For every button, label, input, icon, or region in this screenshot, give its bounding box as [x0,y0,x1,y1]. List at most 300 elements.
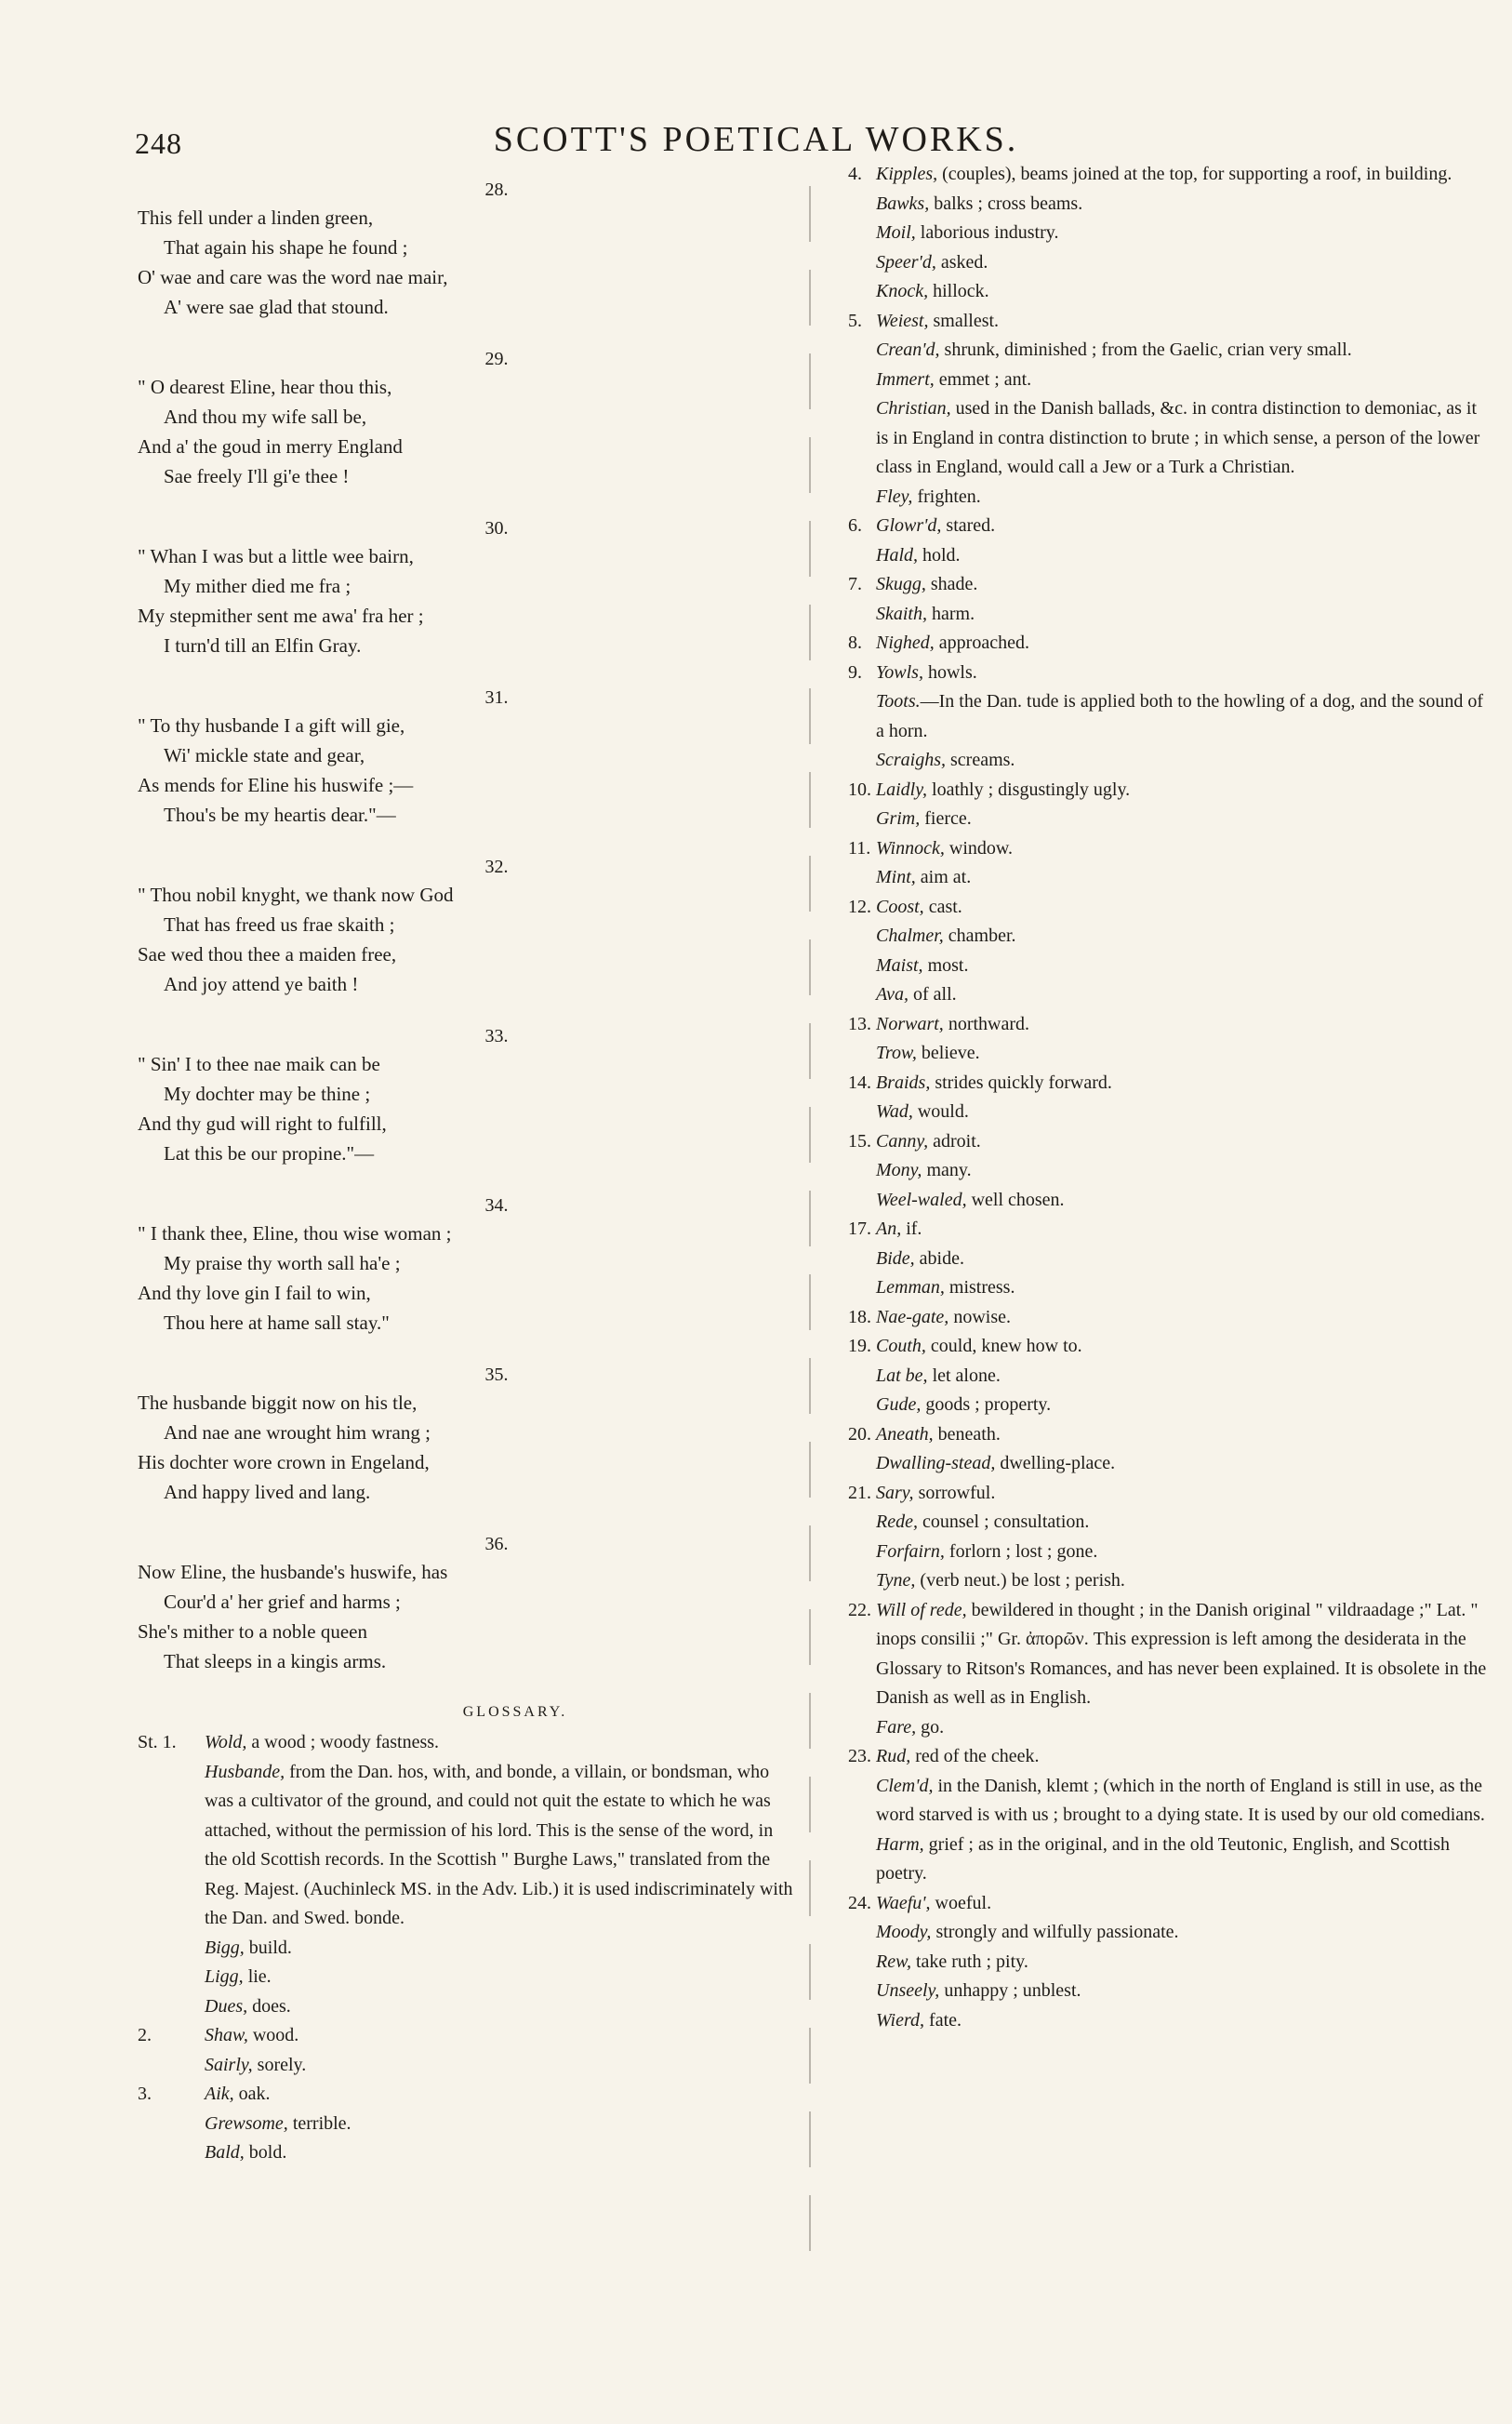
glossary-entry [848,541,1490,571]
entry-body [205,1728,800,1758]
glossary-term: Sary, [876,1482,914,1503]
entry-body [876,1303,1490,1333]
verse-line: Lat this be our propine."— [164,1142,375,1165]
entry-body [205,2021,800,2051]
entry-body [876,1039,1490,1069]
glossary-definition: lie. [243,1966,272,1987]
entry-body [876,600,1490,630]
glossary-definition: well chosen. [966,1189,1065,1210]
glossary-definition: most. [922,954,969,976]
glossary-term: Christian, [876,398,951,419]
glossary-term: Toots. [876,691,921,712]
glossary-entry [138,2080,800,2110]
verse-line: As mends for Eline his huswife ;— [138,774,414,796]
glossary-definition: grief ; as in the original, and in the old Teutonic, English, and Scottish poetry. [876,1833,1451,1884]
glossary-term: Grim, [876,808,921,829]
right-column [848,160,1490,2035]
entry-body [876,893,1490,923]
glossary-term: Nighed, [876,633,935,653]
entry-number [848,483,876,513]
verse-line: And a' the goud in merry England [138,435,403,458]
glossary-entry [848,1362,1490,1392]
glossary-entry [848,746,1490,776]
entry-body [876,1186,1490,1216]
entry-number: St. 1. [138,1732,177,1752]
entry-body [876,629,1490,659]
ballad-stanzas [138,177,800,1676]
glossary-entry [848,248,1490,278]
verse-line: My stepmither sent me awa' fra her ; [138,605,424,627]
entry-body [876,1713,1490,1743]
glossary-entry [138,2138,800,2168]
entry-body [876,1566,1490,1596]
entry-body [876,1420,1490,1450]
entry-number [138,1758,205,1934]
entry-number [848,248,876,278]
stanza-number: 35. [484,1365,509,1385]
entry-body [876,1831,1490,1889]
entry-number [848,1098,876,1127]
stanza-number: 34. [484,1195,509,1216]
glossary-definition: a wood ; woody fastness. [246,1732,440,1752]
entry-body [876,512,1490,541]
glossary-term: Grewsome, [205,2112,288,2134]
entry-number: 12. [848,896,871,917]
verse-line: And thy love gin I fail to win, [138,1282,371,1304]
glossary-entry [848,366,1490,395]
glossary-entry [138,2110,800,2139]
entry-number: 5. [848,310,862,331]
glossary-definition: emmet ; ant. [934,368,1032,390]
glossary-definition: does. [247,1995,291,2017]
glossary-term: Bawks, [876,193,930,214]
glossary-definition: —In the Dan. tude is applied both to the howling of a dog, and the sound of a horn. [876,691,1484,741]
verse-line: " Sin' I to thee nae maik can be [138,1053,380,1075]
entry-number [848,922,876,952]
glossary-term: Bigg, [205,1937,245,1958]
entry-body [876,1127,1490,1157]
entry-number: 14. [848,1072,871,1093]
glossary-entry [848,1039,1490,1069]
glossary-entry [848,629,1490,659]
verse-line: " I thank thee, Eline, thou wise woman ; [138,1222,452,1245]
glossary-definition: mistress. [944,1277,1015,1298]
entry-body [876,687,1490,746]
glossary-definition: woeful. [930,1892,992,1913]
entry-body [876,659,1490,688]
stanza-number: 32. [484,857,509,877]
glossary-term: Rede, [876,1512,918,1532]
glossary-entry [848,922,1490,952]
entry-number: 19. [848,1336,871,1356]
glossary-entry [848,219,1490,248]
glossary-definition: many. [922,1160,972,1180]
glossary-term: Will of rede, [876,1599,967,1620]
entry-body [205,2051,800,2081]
entry-number: 15. [848,1130,871,1152]
entry-number: 8. [848,633,862,653]
entry-number [848,600,876,630]
entry-number [848,1918,876,1948]
glossary-definition: build. [244,1937,292,1958]
glossary-term: Crean'd, [876,340,940,360]
glossary-definition: balks ; cross beams. [929,193,1083,214]
glossary-entry [848,1948,1490,1978]
glossary-entry [848,483,1490,513]
glossary-entry [848,834,1490,864]
glossary-entry [848,277,1490,307]
glossary-entry [848,1449,1490,1479]
entry-number: 10. [848,779,871,800]
entry-body [876,336,1490,366]
entry-body [876,1362,1490,1392]
entry-number: 22. [848,1599,871,1620]
entry-body [876,746,1490,776]
glossary-definition: screams. [946,750,1015,770]
glossary-definition: sorely. [252,2054,307,2075]
entry-body [876,2006,1490,2036]
glossary-term: Dues, [205,1995,248,2017]
glossary-definition: window. [944,837,1014,859]
entry-number [848,1538,876,1567]
glossary-term: Moody, [876,1922,932,1942]
glossary-definition: northward. [943,1013,1030,1034]
glossary-entry [848,687,1490,746]
verse-line: My mither died me fra ; [164,575,351,597]
glossary-definition: stared. [941,515,996,536]
glossary-term: An, [876,1219,902,1239]
entry-body [876,1948,1490,1978]
verse-line: " Thou nobil knyght, we thank now God [138,884,454,906]
glossary-definition: if. [901,1219,922,1239]
glossary-entry [848,1742,1490,1772]
glossary-term: Kipples, [876,164,938,184]
glossary-definition: smallest. [928,310,1000,331]
glossary-term: Glowr'd, [876,515,942,536]
glossary-term: Wad, [876,1101,913,1122]
entry-body [876,863,1490,893]
glossary-entry [848,776,1490,806]
column-divider [809,186,811,2260]
glossary-entry [848,600,1490,630]
glossary-term: Scraighs, [876,750,946,770]
glossary-left [138,1728,800,2168]
stanza-number: 29. [484,349,509,369]
verse-line: Sae wed thou thee a maiden free, [138,943,397,966]
entry-body [876,394,1490,483]
entry-number [848,1273,876,1303]
glossary-entry [848,512,1490,541]
glossary-entry [848,1889,1490,1919]
running-title: SCOTT'S POETICAL WORKS. [493,120,1019,159]
stanza-number: 33. [484,1026,509,1046]
entry-number: 18. [848,1306,871,1327]
glossary-definition: dwelling-place. [995,1453,1116,1473]
glossary-entry [848,1273,1490,1303]
entry-body [876,483,1490,513]
glossary-definition: red of the cheek. [910,1746,1040,1766]
glossary-entry [848,1215,1490,1245]
glossary-definition: beneath. [933,1423,1001,1445]
glossary-term: Dwalling-stead, [876,1453,996,1473]
glossary-term: Chalmer, [876,926,944,946]
glossary-entry [848,1420,1490,1450]
glossary-entry [848,1713,1490,1743]
entry-number [848,190,876,220]
entry-body [876,307,1490,337]
glossary-term: Knock, [876,281,929,301]
verse-line: O' wae and care was the word nae mair, [138,266,448,288]
glossary-entry [848,160,1490,190]
entry-body [205,1934,800,1964]
glossary-definition: used in the Danish ballads, &c. in contra distinction to demoniac, as it is in England in contra distinction to brute ; in which sense, a person of the lower class in England, would call a Jew or a Turk a Christian. [876,398,1480,477]
glossary-term: Aik, [205,2084,234,2104]
glossary-term: Ligg, [205,1966,244,1987]
verse-line: And thou my wife sall be, [164,406,367,428]
glossary-entry [848,1918,1490,1948]
entry-body [876,1332,1490,1362]
glossary-definition: cast. [923,896,962,917]
glossary-definition: bold. [244,2142,287,2163]
glossary-term: Trow, [876,1043,917,1063]
glossary-definition: oak. [233,2084,271,2104]
entry-body [876,1479,1490,1509]
glossary-term: Skaith, [876,603,927,624]
glossary-definition: frighten. [912,486,981,507]
glossary-entry [848,1010,1490,1040]
glossary-term: Lemman, [876,1277,945,1298]
entry-body [876,219,1490,248]
glossary-term: Unseely, [876,1980,940,2001]
glossary-definition: strides quickly forward. [930,1072,1112,1093]
entry-number: 9. [848,661,862,683]
glossary-definition: counsel ; consultation. [917,1512,1090,1532]
verse-line: " O dearest Eline, hear thou this, [138,376,392,398]
entry-body [876,1273,1490,1303]
entry-number [848,1831,876,1889]
entry-body [876,805,1490,834]
entry-body [205,1963,800,1992]
glossary-definition: believe. [916,1043,980,1063]
glossary-definition: loathly ; disgustingly ugly. [927,779,1131,800]
glossary-term: Norwart, [876,1013,944,1034]
glossary-term: Mony, [876,1160,922,1180]
glossary-term: Weiest, [876,310,929,331]
glossary-entry [848,1186,1490,1216]
entry-number [848,1245,876,1274]
entry-body [876,1918,1490,1948]
glossary-term: Wierd, [876,2009,925,2031]
entry-number [848,1449,876,1479]
glossary-term: Braids, [876,1072,931,1093]
glossary-term: Rud, [876,1746,911,1766]
entry-number: 23. [848,1746,871,1766]
entry-number: 7. [848,574,862,594]
glossary-definition: goods ; property. [921,1394,1052,1415]
glossary-definition: fate. [924,2009,962,2031]
glossary-definition: wood. [247,2025,299,2045]
entry-number [848,336,876,366]
glossary-entry [138,2021,800,2051]
glossary-entry [848,1508,1490,1538]
glossary-entry [848,307,1490,337]
glossary-definition: unhappy ; unblest. [939,1980,1081,2001]
glossary-term: Ava, [876,984,909,1005]
verse-line: I turn'd till an Elfin Gray. [164,634,362,657]
glossary-definition: hold. [918,544,961,566]
glossary-entry [848,1127,1490,1157]
entry-body [876,952,1490,981]
entry-body [876,1742,1490,1772]
entry-body [205,1758,800,1934]
glossary-term: Shaw, [205,2025,248,2045]
entry-body [876,980,1490,1010]
glossary-definition: go. [916,1716,945,1738]
entry-number [848,2006,876,2036]
glossary-term: Skugg, [876,574,926,594]
glossary-right [848,160,1490,2035]
glossary-entry [848,1772,1490,1831]
glossary-term: Clem'd, [876,1775,934,1796]
verse-line: That again his shape he found ; [164,236,408,259]
glossary-entry [848,1245,1490,1274]
entry-number [848,1156,876,1186]
entry-body [876,366,1490,395]
entry-number [848,1039,876,1069]
glossary-definition: harm. [927,603,975,624]
stanza-number: 31. [484,687,509,708]
entry-number [848,746,876,776]
verse-line: Thou here at hame sall stay." [164,1312,390,1334]
entry-number [848,863,876,893]
stanza [138,346,800,491]
entry-number: 4. [848,164,862,184]
glossary-entry [848,2006,1490,2036]
glossary-definition: forlorn ; lost ; gone. [944,1540,1098,1562]
entry-body [876,1098,1490,1127]
glossary-definition: chamber. [943,926,1016,946]
glossary-entry [138,1758,800,1934]
glossary-term: Husbande, [205,1761,285,1782]
entry-body [876,1977,1490,2006]
verse-line: And nae ane wrought him wrang ; [164,1421,431,1444]
left-column [138,177,800,2168]
glossary-entry [848,1098,1490,1127]
entry-number [848,1362,876,1392]
entry-body [205,2080,800,2110]
glossary-term: Fare, [876,1716,917,1738]
entry-body [876,1889,1490,1919]
glossary-definition: terrible. [287,2112,351,2134]
entry-body [876,776,1490,806]
glossary-term: Wold, [205,1732,247,1752]
glossary-definition: asked. [935,251,988,273]
verse-line: And happy lived and lang. [164,1481,371,1503]
glossary-term: Gude, [876,1394,922,1415]
entry-number [138,1992,205,2022]
entry-body [876,190,1490,220]
glossary-entry [138,1992,800,2022]
glossary-term: Bald, [205,2142,245,2163]
entry-number [848,219,876,248]
glossary-definition: hillock. [928,281,989,301]
verse-line: This fell under a linden green, [138,206,374,229]
verse-line: My praise thy worth sall ha'e ; [164,1252,401,1274]
stanza [138,685,800,830]
entry-number [848,952,876,981]
glossary-definition: abide. [914,1247,964,1269]
glossary-entry [848,190,1490,220]
entry-number [848,366,876,395]
glossary-entry [848,1479,1490,1509]
verse-line: Thou's be my heartis dear."— [164,804,396,826]
entry-number: 20. [848,1423,871,1445]
entry-number [138,1934,205,1964]
glossary-entry [848,1156,1490,1186]
entry-number: 21. [848,1482,871,1503]
entry-body [205,2138,800,2168]
glossary-definition: shrunk, diminished ; from the Gaelic, crian very small. [939,340,1352,360]
glossary-heading: GLOSSARY. [462,1704,568,1720]
glossary-term: Hald, [876,544,918,566]
verse-line: That has freed us frae skaith ; [164,913,395,936]
entry-body [876,277,1490,307]
glossary-entry [848,952,1490,981]
entry-number [848,1186,876,1216]
entry-number: 24. [848,1892,871,1913]
glossary-term: Aneath, [876,1423,934,1445]
entry-body [876,1391,1490,1420]
glossary-definition: (couples), beams joined at the top, for supporting a roof, in building. [937,164,1452,184]
stanza-number: 30. [484,518,509,539]
glossary-term: Bide, [876,1247,915,1269]
verse-line: The husbande biggit now on his tle, [138,1392,418,1414]
verse-line: She's mither to a noble queen [138,1620,367,1643]
entry-number [848,980,876,1010]
entry-number [848,394,876,483]
stanza [138,1531,800,1676]
glossary-entry [848,863,1490,893]
glossary-entry [848,1303,1490,1333]
glossary-term: Couth, [876,1336,926,1356]
glossary-definition: let alone. [927,1365,1001,1386]
entry-number [848,1948,876,1978]
glossary-term: Moil, [876,222,916,243]
glossary-term: Winnock, [876,837,945,859]
verse-line: His dochter wore crown in Engeland, [138,1451,430,1473]
glossary-term: Speer'd, [876,251,936,273]
stanza-number: 28. [484,180,509,200]
entry-body [876,160,1490,190]
entry-body [876,834,1490,864]
glossary-term: Forfairn, [876,1540,945,1562]
entry-body [876,922,1490,952]
entry-body [876,1069,1490,1099]
entry-body [876,1215,1490,1245]
stanza [138,854,800,999]
verse-line: Cour'd a' her grief and harms ; [164,1591,401,1613]
entry-number [848,1508,876,1538]
entry-number: 13. [848,1013,871,1034]
glossary-definition: laborious industry. [915,222,1059,243]
entry-number [848,1566,876,1596]
entry-body [876,1449,1490,1479]
entry-body [205,2110,800,2139]
glossary-definition: from the Dan. hos, with, and bonde, a villain, or bondsman, who was a cultivator of the ground, and could not quit the estate to which he was attached, without the permission of his lord. This is the sense of the word, in the old Scottish records. In the Scottish " Burghe Laws," translated from the Reg. Majest. (Auchinleck MS. in the Adv. Lib.) it is used indiscriminately with the Dan. and Swed. bonde. [205,1761,793,1928]
glossary-entry [848,1391,1490,1420]
stanza-number: 36. [484,1534,509,1554]
glossary-definition: approached. [934,633,1029,653]
